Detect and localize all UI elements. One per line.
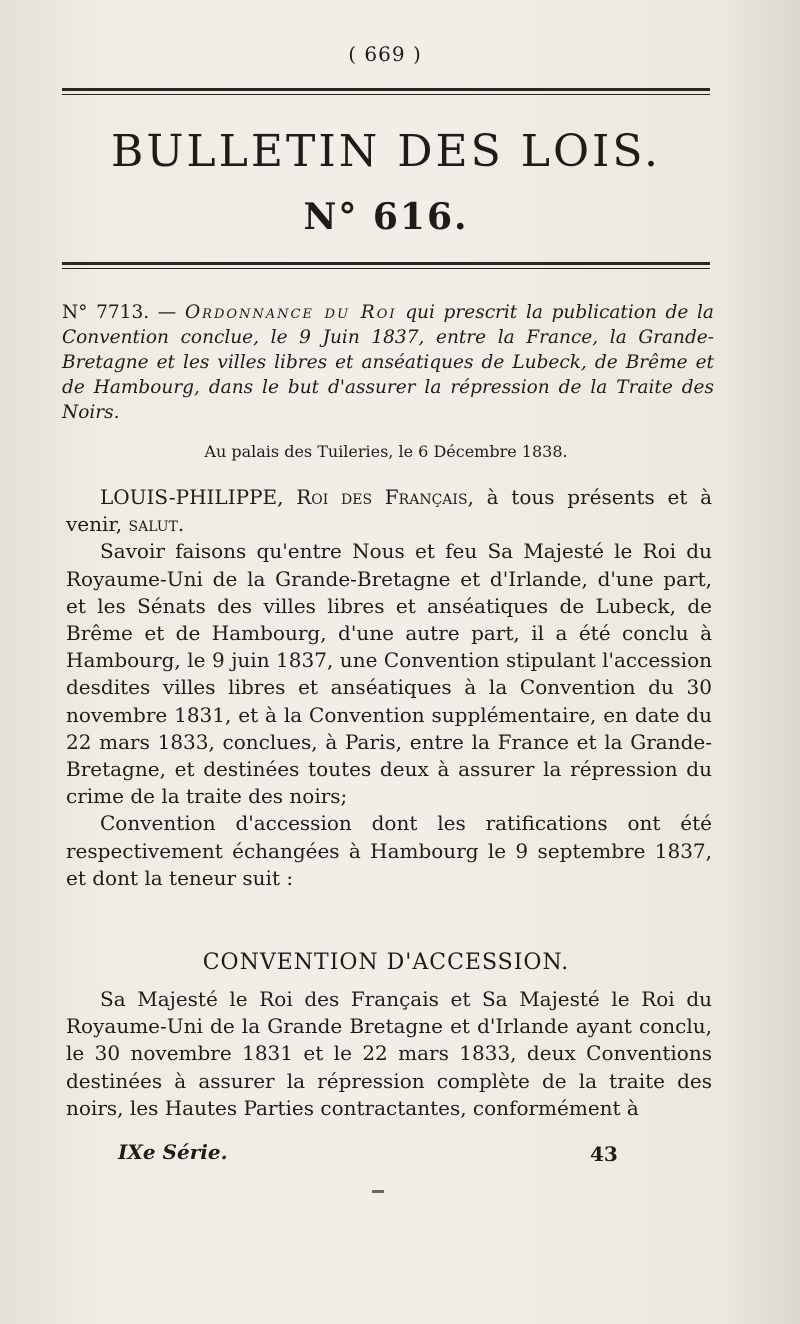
king-title: Roi des Français,: [296, 485, 474, 509]
convention-title: CONVENTION D'ACCESSION.: [202, 950, 570, 975]
preamble: [66, 484, 712, 538]
page-mark: [372, 1190, 384, 1193]
bulletin-title: BULLETIN DES LOIS.: [111, 126, 661, 177]
ordonnance-number: N° 7713. —: [62, 302, 177, 323]
header-double-rule: [62, 262, 710, 269]
paragraph: Convention d'accession dont les ratifications ont été respectivement échangées à Hambourg le 9 septembre 1837, et dont la teneur suit :: [66, 811, 712, 890]
top-double-rule: [62, 88, 710, 95]
salut: salut.: [128, 512, 185, 537]
place-date: Au palais des Tuileries, le 6 Décembre 1838.: [204, 442, 568, 461]
signature-number: 43: [590, 1142, 618, 1166]
preamble-rest: à tous présents et à venir,: [66, 485, 713, 537]
paragraph: Savoir faisons qu'entre Nous et feu Sa Majesté le Roi du Royaume-Uni de la Grande-Bretagne et d'Irlande, d'une part, et les Sénats des villes libres et anséatiques de Lubeck, de Brême et de Hambourg, d'une autre part, il a été conclu à Hambourg, le 9 juin 1837, une Convention stipulant l'accession desdites villes libres et anséatiques à la Convention du 30 novembre 1831, et à la Convention supplémentaire, en date du 22 mars 1833, conclues, à Paris, entre la France et la Grande-Bretagne, et destinées toutes deux à assurer la répression du crime de la traite des noirs;: [66, 539, 712, 809]
king-name: LOUIS-PHILIPPE,: [100, 485, 284, 509]
bulletin-number: N° 616.: [303, 196, 469, 238]
convention-text: [66, 986, 712, 1122]
ordonnance-text: qui prescrit la publication de la Convention conclue, le 9 Juin 1837, entre la France, la Grande-Bretagne et les villes libres et anséatiques de Lubeck, de Brême et de Hambourg, dans le but d'assurer la répression de la Traite des Noirs.: [62, 302, 714, 423]
paragraph: Sa Majesté le Roi des Français et Sa Majesté le Roi du Royaume-Uni de la Grande Bretagne et d'Irlande ayant conclu, le 30 novembre 1831 et le 22 mars 1833, deux Conventions destinées à assurer la répression complète de la traite des noirs, les Hautes Parties contractantes, conformément à: [66, 987, 712, 1120]
page-number: ( 669 ): [348, 42, 422, 66]
serie-label: IXe Série.: [118, 1140, 228, 1164]
ordonnance-heading: Ordonnance du Roi: [185, 302, 397, 323]
main-text: [66, 484, 712, 892]
ordonnance-summary: [62, 300, 714, 425]
